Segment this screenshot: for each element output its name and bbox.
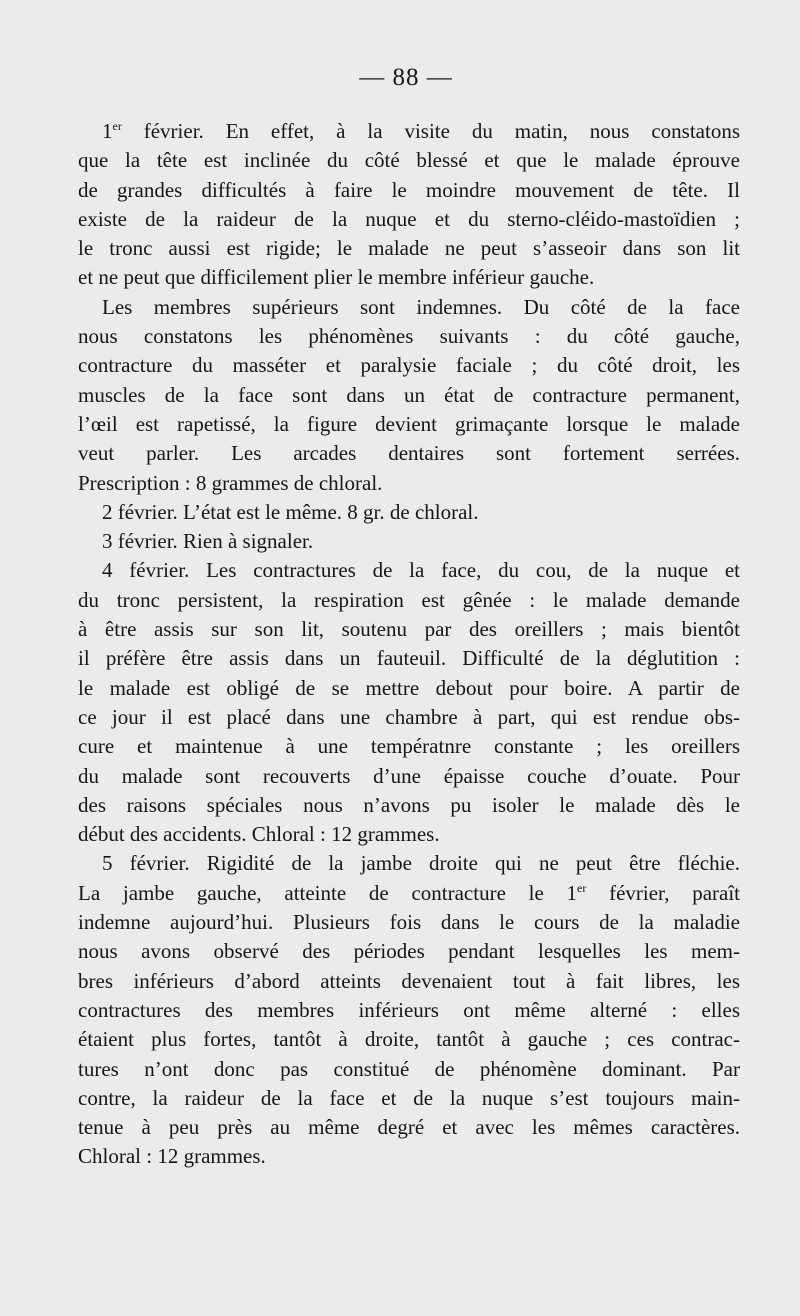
text-line: 2 février. L’état est le même. 8 gr. de chloral.: [102, 499, 479, 524]
text-line: étaient plus fortes, tantôt à droite, tantôt à gauche ; ces contrac-: [78, 1027, 740, 1052]
text-line: et ne peut que difficilement plier le membre inférieur gauche.: [78, 265, 595, 290]
text-line: début des accidents. Chloral : 12 grammes.: [78, 822, 440, 847]
text-line: 4 février. Les contractures de la face, du cou, de la nuque et: [102, 558, 740, 583]
text-line: 1er février. En effet, à la visite du matin, nous constatons: [102, 119, 740, 143]
text-line: contractures des membres inférieurs ont même alterné : elles: [78, 997, 740, 1022]
text-line: Chloral : 12 grammes.: [78, 1144, 266, 1169]
paragraph: [78, 849, 740, 1171]
text-line: La jambe gauche, atteinte de contracture le 1er février, paraît: [78, 880, 740, 905]
text-line: indemne aujourd’hui. Plusieurs fois dans le cours de la maladie: [78, 910, 740, 935]
text-line: ce jour il est placé dans une chambre à part, qui est rendue obs-: [78, 704, 740, 729]
text-line: 5 février. Rigidité de la jambe droite qui ne peut être fléchie.: [102, 851, 740, 876]
text-line: Prescription : 8 grammes de chloral.: [78, 470, 383, 495]
text-line: du tronc persistent, la respiration est gênée : le malade demande: [78, 587, 740, 612]
text-line: il préfère être assis dans un fauteuil. Difficulté de la déglutition :: [78, 646, 740, 671]
paragraph: [78, 556, 740, 849]
paragraph: [78, 293, 740, 498]
text-line: le tronc aussi est rigide; le malade ne peut s’asseoir dans son lit: [78, 236, 740, 261]
text-line: l’œil est rapetissé, la figure devient grimaçante lorsque le malade: [78, 411, 740, 436]
ordinal-superscript: er: [112, 119, 122, 133]
text-line: veut parler. Les arcades dentaires sont fortement serrées.: [78, 441, 740, 466]
text-line: contracture du masséter et paralysie faciale ; du côté droit, les: [78, 353, 740, 378]
text-line: bres inférieurs d’abord atteints devenaient tout à fait libres, les: [78, 968, 740, 993]
paragraph: [78, 498, 740, 527]
text-line: nous constatons les phénomènes suivants : du côté gauche,: [78, 324, 740, 349]
text-line: existe de la raideur de la nuque et du sterno-cléido-mastoïdien ;: [78, 206, 740, 231]
text-line: le malade est obligé de se mettre debout pour boire. A partir de: [78, 675, 740, 700]
text-line: que la tête est inclinée du côté blessé et que le malade éprouve: [78, 148, 740, 173]
text-line: à être assis sur son lit, soutenu par des oreillers ; mais bientôt: [78, 617, 740, 642]
body-text: [78, 117, 740, 1172]
text-line: tenue à peu près au même degré et avec les mêmes caractères.: [78, 1115, 740, 1140]
paragraph: [78, 527, 740, 556]
paragraph: [78, 117, 740, 293]
ordinal-superscript: er: [577, 880, 587, 895]
text-line: tures n’ont donc pas constitué de phénomène dominant. Par: [78, 1056, 740, 1081]
text-line: de grandes difficultés à faire le moindre mouvement de tête. Il: [78, 177, 740, 202]
text-line: 3 février. Rien à signaler.: [102, 529, 314, 554]
text-line: des raisons spéciales nous n’avons pu isoler le malade dès le: [78, 792, 740, 817]
text-line: muscles de la face sont dans un état de contracture permanent,: [78, 382, 740, 407]
page-number: — 88 —: [359, 64, 453, 91]
text-line: cure et maintenue à une températnre constante ; les oreillers: [78, 734, 740, 759]
text-line: Les membres supérieurs sont indemnes. Du côté de la face: [102, 294, 740, 319]
text-line: nous avons observé des périodes pendant lesquelles les mem-: [78, 939, 740, 964]
text-line: contre, la raideur de la face et de la nuque s’est toujours main-: [78, 1085, 740, 1110]
text-line: du malade sont recouverts d’une épaisse couche d’ouate. Pour: [78, 763, 740, 788]
